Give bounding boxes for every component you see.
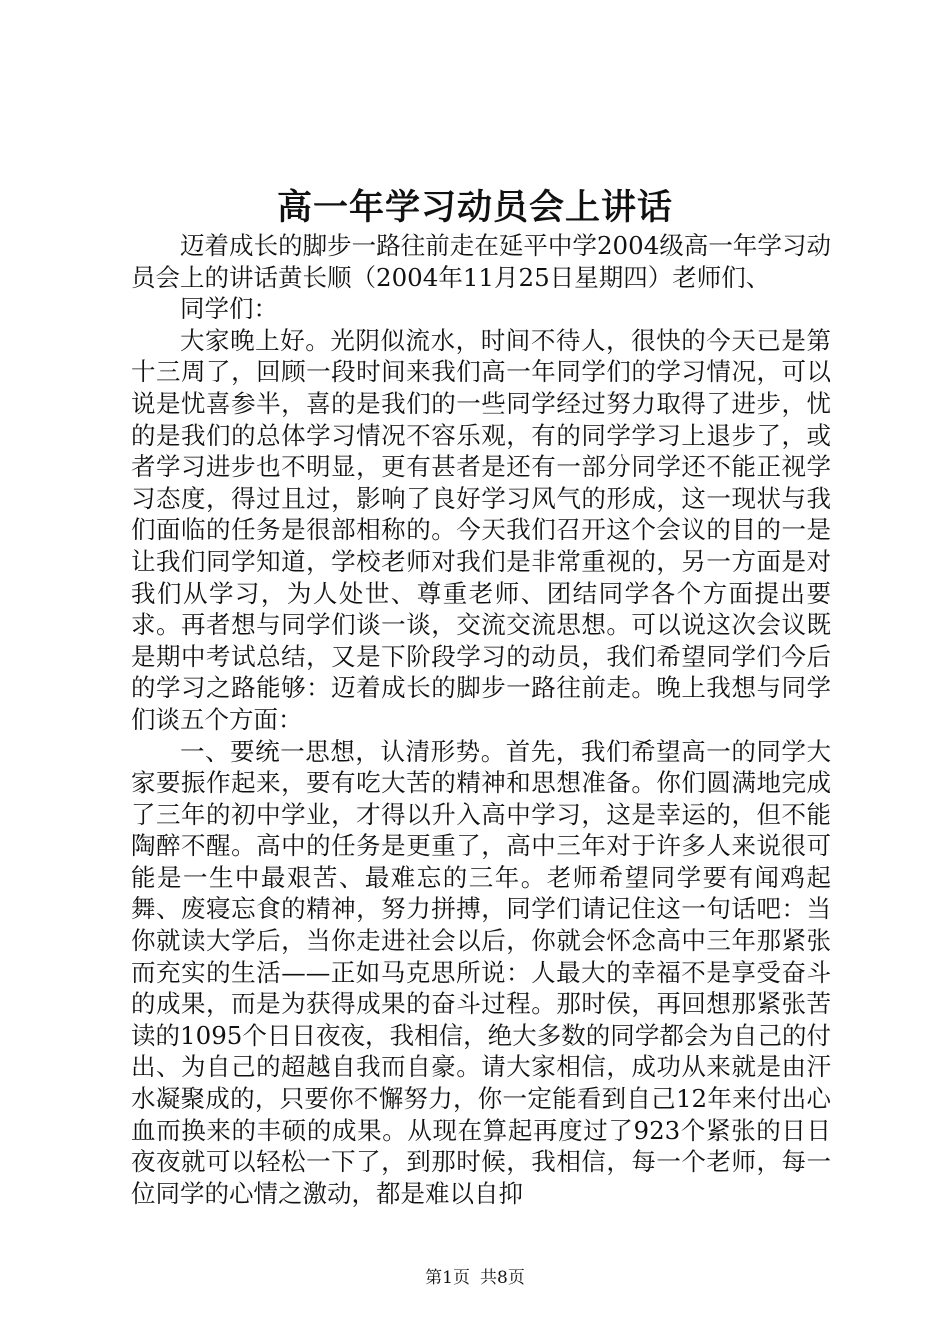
paragraph-salutation: 同学们： bbox=[180, 294, 278, 324]
document-title: 高一年学习动员会上讲话 bbox=[276, 187, 673, 228]
document-body bbox=[131, 230, 831, 1209]
paragraph-intro: 迈着成长的脚步一路往前走在延平中学2004级高一年学习动员会上的讲话黄长顺（2004年11月25日星期四）老师们、 bbox=[131, 231, 831, 292]
paragraph-section-one: 一、要统一思想，认清形势。首先，我们希望高一的同学大家要振作起来，要有吃大苦的精神和思想准备。你们圆满地完成了三年的初中学业，才得以升入高中学习，这是幸运的，但不能陶醉不醒。高中的任务是更重了，高中三年对于许多人来说很可能是一生中最艰苦、最难忘的三年。老师希望同学要有闻鸡起舞、废寝忘食的精神，努力拼搏，同学们请记住这一句话吧：当你就读大学后，当你走进社会以后，你就会怀念高中三年那紧张而充实的生活——正如马克思所说：人最大的幸福不是享受奋斗的成果，而是为获得成果的奋斗过程。那时侯，再回想那紧张苦读的1095个日日夜夜，我相信，绝大多数的同学都会为自己的付出、为自己的超越自我而自豪。请大家相信，成功从来就是由汗水凝聚成的，只要你不懈努力，你一定能看到自己12年来付出心血而换来的丰硕的成果。从现在算起再度过了923个紧张的日日夜夜就可以轻松一下了，到那时候，我相信，每一个老师，每一位同学的心情之激动，都是难以自抑 bbox=[131, 736, 831, 1208]
page-number: 第1页 bbox=[425, 1268, 470, 1288]
paragraph-greeting: 大家晚上好。光阴似流水，时间不待人，很快的今天已是第十三周了，回顾一段时间来我们高一年同学们的学习情况，可以说是忧喜参半，喜的是我们的一些同学经过努力取得了进步，忧的是我们的总体学习情况不容乐观，有的同学学习上退步了，或者学习进步也不明显，更有甚者是还有一部分同学还不能正视学习态度，得过且过，影响了良好学习风气的形成，这一现状与我们面临的任务是很部相称的。今天我们召开这个会议的目的一是让我们同学知道，学校老师对我们是非常重视的，另一方面是对我们从学习，为人处世、尊重老师、团结同学各个方面提出要求。再者想与同学们谈一谈，交流交流思想。可以说这次会议既是期中考试总结，又是下阶段学习的动员，我们希望同学们今后的学习之路能够：迈着成长的脚步一路往前走。晚上我想与同学们谈五个方面： bbox=[131, 325, 831, 734]
page-footer bbox=[0, 1266, 950, 1290]
page-total: 共8页 bbox=[480, 1268, 525, 1288]
